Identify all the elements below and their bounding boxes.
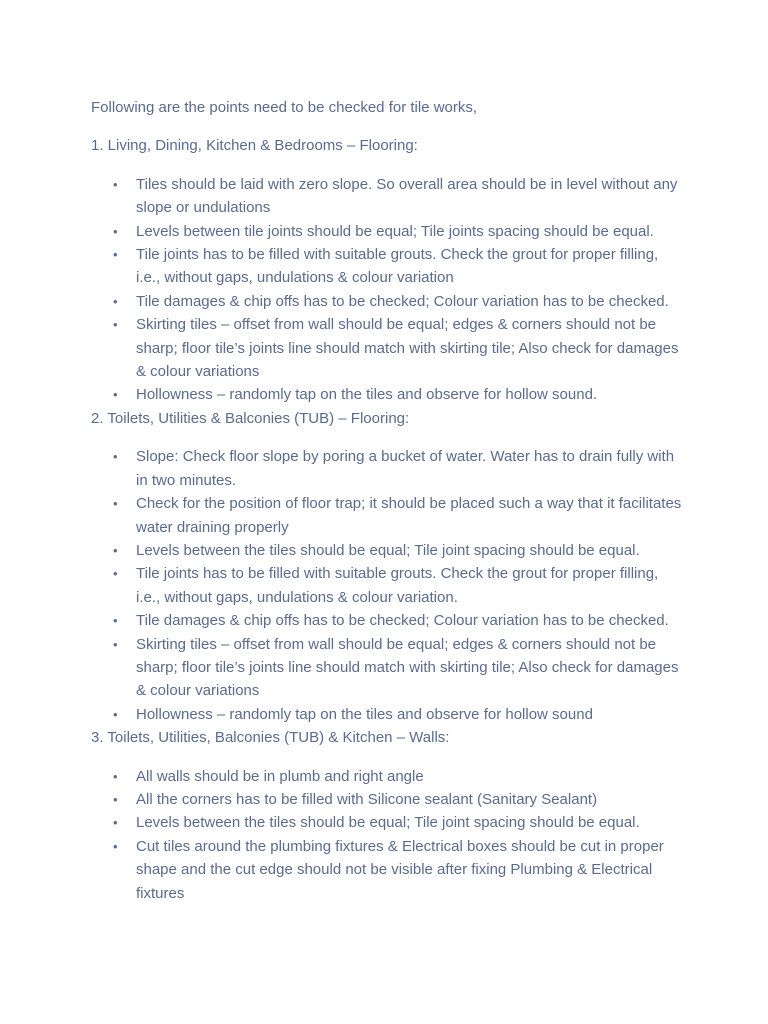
list-item: • Skirting tiles – offset from wall should be equal; edges & corners should not be sharp; floor tile’s joints line should match with skirting tile; Also check for damages & colour variations — [136, 313, 684, 383]
list-item: • Levels between tile joints should be equal; Tile joints spacing should be equal. — [136, 220, 684, 243]
bullet-icon: • — [113, 387, 118, 403]
bullet-icon: • — [113, 542, 118, 558]
list-item: • Tiles should be laid with zero slope. So overall area should be in level without any slope or undulations — [136, 173, 684, 220]
bullet-icon: • — [113, 838, 118, 854]
bullet-icon: • — [113, 706, 118, 722]
list-item: • Hollowness – randomly tap on the tiles and observe for hollow sound. — [136, 383, 684, 406]
list-item: • Tile damages & chip offs has to be checked; Colour variation has to be checked. — [136, 290, 684, 313]
list-item: • Skirting tiles – offset from wall should be equal; edges & corners should not be sharp; floor tile’s joints line should match with skirting tile; Also check for damages & colour variations — [136, 633, 684, 703]
list-item: • All walls should be in plumb and right angle — [136, 765, 684, 788]
list-item: • Hollowness – randomly tap on the tiles and observe for hollow sound — [136, 703, 684, 726]
bullet-icon: • — [113, 566, 118, 582]
list-item: • Tile joints has to be filled with suitable grouts. Check the grout for proper filling, i.e., without gaps, undulations & colour variation. — [136, 562, 684, 609]
list-item: • Cut tiles around the plumbing fixtures & Electrical boxes should be cut in proper shape and the cut edge should not be visible after fixing Plumbing & Electrical fixtures — [136, 835, 684, 905]
bullet-icon: • — [113, 176, 118, 192]
list-item: • Tile damages & chip offs has to be checked; Colour variation has to be checked. — [136, 609, 684, 632]
bullet-icon: • — [113, 247, 118, 263]
bullet-icon: • — [113, 636, 118, 652]
list-item: • All the corners has to be filled with Silicone sealant (Sanitary Sealant) — [136, 788, 684, 811]
bullet-icon: • — [113, 496, 118, 512]
list-item: • Levels between the tiles should be equal; Tile joint spacing should be equal. — [136, 811, 684, 834]
intro-paragraph: Following are the points need to be checked for tile works, — [91, 99, 478, 116]
bullet-icon: • — [113, 317, 118, 333]
section-heading-3: 3. Toilets, Utilities, Balconies (TUB) & Kitchen – Walls: — [91, 729, 450, 747]
section-3-list — [91, 765, 691, 905]
section-heading-1: 1. Living, Dining, Kitchen & Bedrooms – Flooring: — [91, 137, 418, 155]
list-item: • Tile joints has to be filled with suitable grouts. Check the grout for proper filling, i.e., without gaps, undulations & colour variation — [136, 243, 684, 290]
list-item: • Slope: Check floor slope by poring a bucket of water. Water has to drain fully with in two minutes. — [136, 445, 684, 492]
bullet-icon: • — [113, 293, 118, 309]
list-item: • Levels between the tiles should be equal; Tile joint spacing should be equal. — [136, 539, 684, 562]
document-page — [91, 96, 691, 905]
bullet-icon: • — [113, 449, 118, 465]
list-item: • Check for the position of floor trap; it should be placed such a way that it facilitates water draining properly — [136, 492, 684, 539]
section-heading-2: 2. Toilets, Utilities & Balconies (TUB) – Flooring: — [91, 409, 410, 427]
section-2-list — [91, 445, 691, 726]
bullet-icon: • — [113, 815, 118, 831]
bullet-icon: • — [113, 768, 118, 784]
bullet-icon: • — [113, 613, 118, 629]
bullet-icon: • — [113, 223, 118, 239]
section-1-list — [91, 173, 691, 407]
bullet-icon: • — [113, 791, 118, 807]
